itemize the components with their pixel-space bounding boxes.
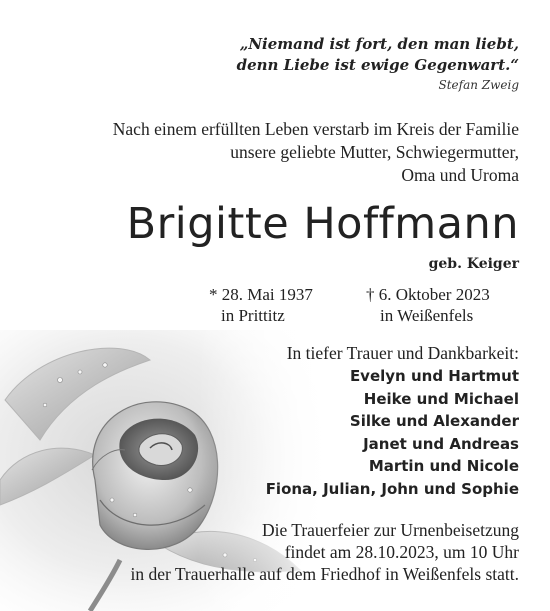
quote-line: denn Liebe ist ewige Gegenwart.“ bbox=[236, 56, 519, 74]
death-place: in Weißenfels bbox=[380, 306, 474, 325]
mourner-name: Heike und Michael bbox=[363, 389, 519, 408]
intro-line: Nach einem erfüllten Leben verstarb im Kreis der Familie bbox=[112, 119, 519, 139]
mourning-intro: In tiefer Trauer und Dankbarkeit: bbox=[286, 343, 519, 363]
maiden-name: geb. Keiger bbox=[428, 256, 519, 272]
mourner-name: Janet und Andreas bbox=[363, 434, 519, 453]
intro-line: unsere geliebte Mutter, Schwiegermutter, bbox=[230, 142, 519, 162]
intro-line: Oma und Uroma bbox=[401, 165, 519, 185]
death-date: † 6. Oktober 2023 bbox=[366, 285, 490, 304]
quote-author: Stefan Zweig bbox=[438, 78, 519, 92]
birth-place: in Prittitz bbox=[221, 306, 285, 325]
service-line: in der Trauerhalle auf dem Friedhof in Weißenfels statt. bbox=[130, 564, 519, 584]
funeral-service-info bbox=[130, 519, 519, 585]
mourner-name: Silke und Alexander bbox=[349, 412, 519, 430]
mourner-name: Fiona, Julian, John und Sophie bbox=[265, 479, 519, 498]
mourner-name: Martin und Nicole bbox=[368, 457, 519, 475]
birth-info bbox=[209, 284, 313, 326]
mourners-list bbox=[266, 365, 519, 500]
deceased-name: Brigitte Hoffmann bbox=[126, 199, 519, 249]
intro-text bbox=[113, 118, 519, 187]
service-line: findet am 28.10.2023, um 10 Uhr bbox=[284, 542, 519, 562]
quote-line: „Niemand ist fort, den man liebt, bbox=[239, 35, 519, 53]
mourner-name: Evelyn und Hartmut bbox=[349, 367, 519, 385]
quote bbox=[237, 34, 519, 76]
birth-date: * 28. Mai 1937 bbox=[209, 285, 313, 304]
death-info bbox=[366, 284, 490, 326]
service-line: Die Trauerfeier zur Urnenbeisetzung bbox=[261, 520, 519, 540]
